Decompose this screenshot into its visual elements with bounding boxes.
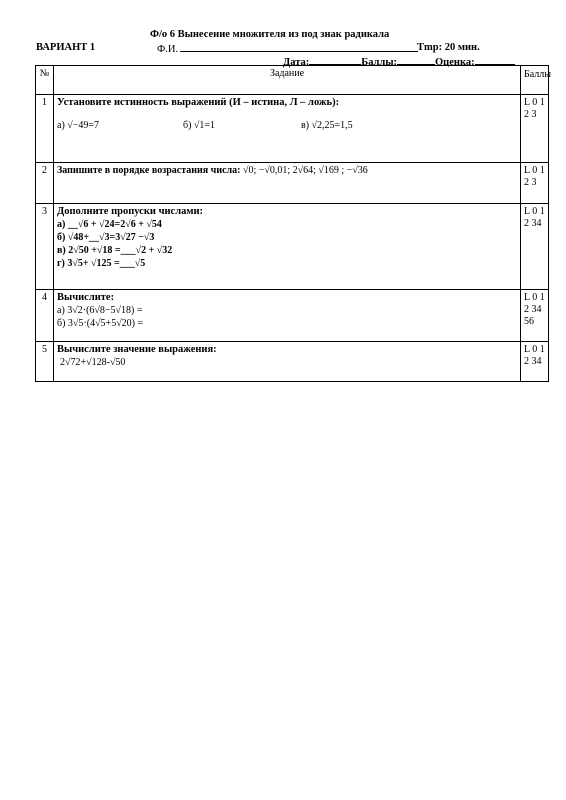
- task-question: Вычислите значение выражения:: [57, 344, 217, 355]
- task-line: в) 2√50 +√18 =___√2 + √32: [57, 245, 173, 256]
- table-row: [36, 163, 549, 204]
- task-number: 1: [36, 95, 54, 163]
- date-label: Дата:: [283, 57, 310, 68]
- task-cell: [54, 204, 521, 290]
- page-title: Ф/о 6 Вынесение множителя из под знак радикала: [150, 29, 390, 40]
- option-b: б) √1=1: [183, 120, 216, 131]
- table-row: [36, 290, 549, 342]
- col-score-header: Баллы: [521, 66, 549, 95]
- task-line: 2√72+√128-√50: [60, 357, 126, 368]
- fio-field[interactable]: [157, 42, 418, 55]
- table-row: [36, 95, 549, 163]
- table-row: [36, 342, 549, 382]
- task-question: Дополните пропуски числами:: [57, 206, 204, 217]
- task-cell: [54, 95, 521, 163]
- task-question: Вычислите:: [57, 292, 115, 303]
- task-line: б) 3√5·(4√5+5√20) =: [57, 318, 144, 329]
- grade-blank[interactable]: [475, 55, 515, 65]
- points-label: Баллы:: [361, 57, 398, 68]
- task-options: [57, 120, 517, 132]
- col-task-header: Задание: [54, 66, 521, 95]
- task-line: б) √48+__√3=3√27 −√3: [57, 232, 155, 243]
- task-question: Запишите в порядке возрастания числа:: [57, 165, 241, 176]
- score-cell: L 0 1 2 34: [521, 204, 549, 290]
- task-line: а) __√6 + √24=2√6 + √54: [57, 219, 162, 230]
- tasks-table: [35, 65, 549, 382]
- task-number: 4: [36, 290, 54, 342]
- task-line: а) 3√2·(6√8−5√18) =: [57, 305, 143, 316]
- date-blank[interactable]: [309, 55, 361, 65]
- col-num-header: №: [36, 66, 54, 95]
- option-a: а) √−49=7: [57, 120, 100, 131]
- fio-blank[interactable]: [180, 42, 418, 52]
- variant-label: ВАРИАНТ 1: [36, 42, 96, 53]
- time-limit: Tmp: 20 мин.: [417, 42, 480, 53]
- task-number: 3: [36, 204, 54, 290]
- option-c: в) √2,25=1,5: [301, 120, 353, 131]
- grade-label: Оценка:: [435, 57, 475, 68]
- score-cell: L 0 1 2 34 56: [521, 290, 549, 342]
- points-blank[interactable]: [397, 55, 435, 65]
- task-question: Установите истинность выражений (И – истина, Л – ложь):: [57, 97, 340, 108]
- score-cell: L 0 1 2 3: [521, 95, 549, 163]
- task-cell: [54, 342, 521, 382]
- task-cell: [54, 290, 521, 342]
- fio-label: Ф.И.: [157, 44, 179, 55]
- table-header-row: [36, 66, 549, 95]
- task-number: 2: [36, 163, 54, 204]
- task-line: г) 3√5+ √125 =___√5: [57, 258, 146, 269]
- score-cell: L 0 1 2 34: [521, 342, 549, 382]
- table-row: [36, 204, 549, 290]
- score-cell: L 0 1 2 3: [521, 163, 549, 204]
- task-cell: [54, 163, 521, 204]
- task-number: 5: [36, 342, 54, 382]
- task-numbers: √0; −√0,01; 2√64; √169 ; −√36: [242, 165, 368, 176]
